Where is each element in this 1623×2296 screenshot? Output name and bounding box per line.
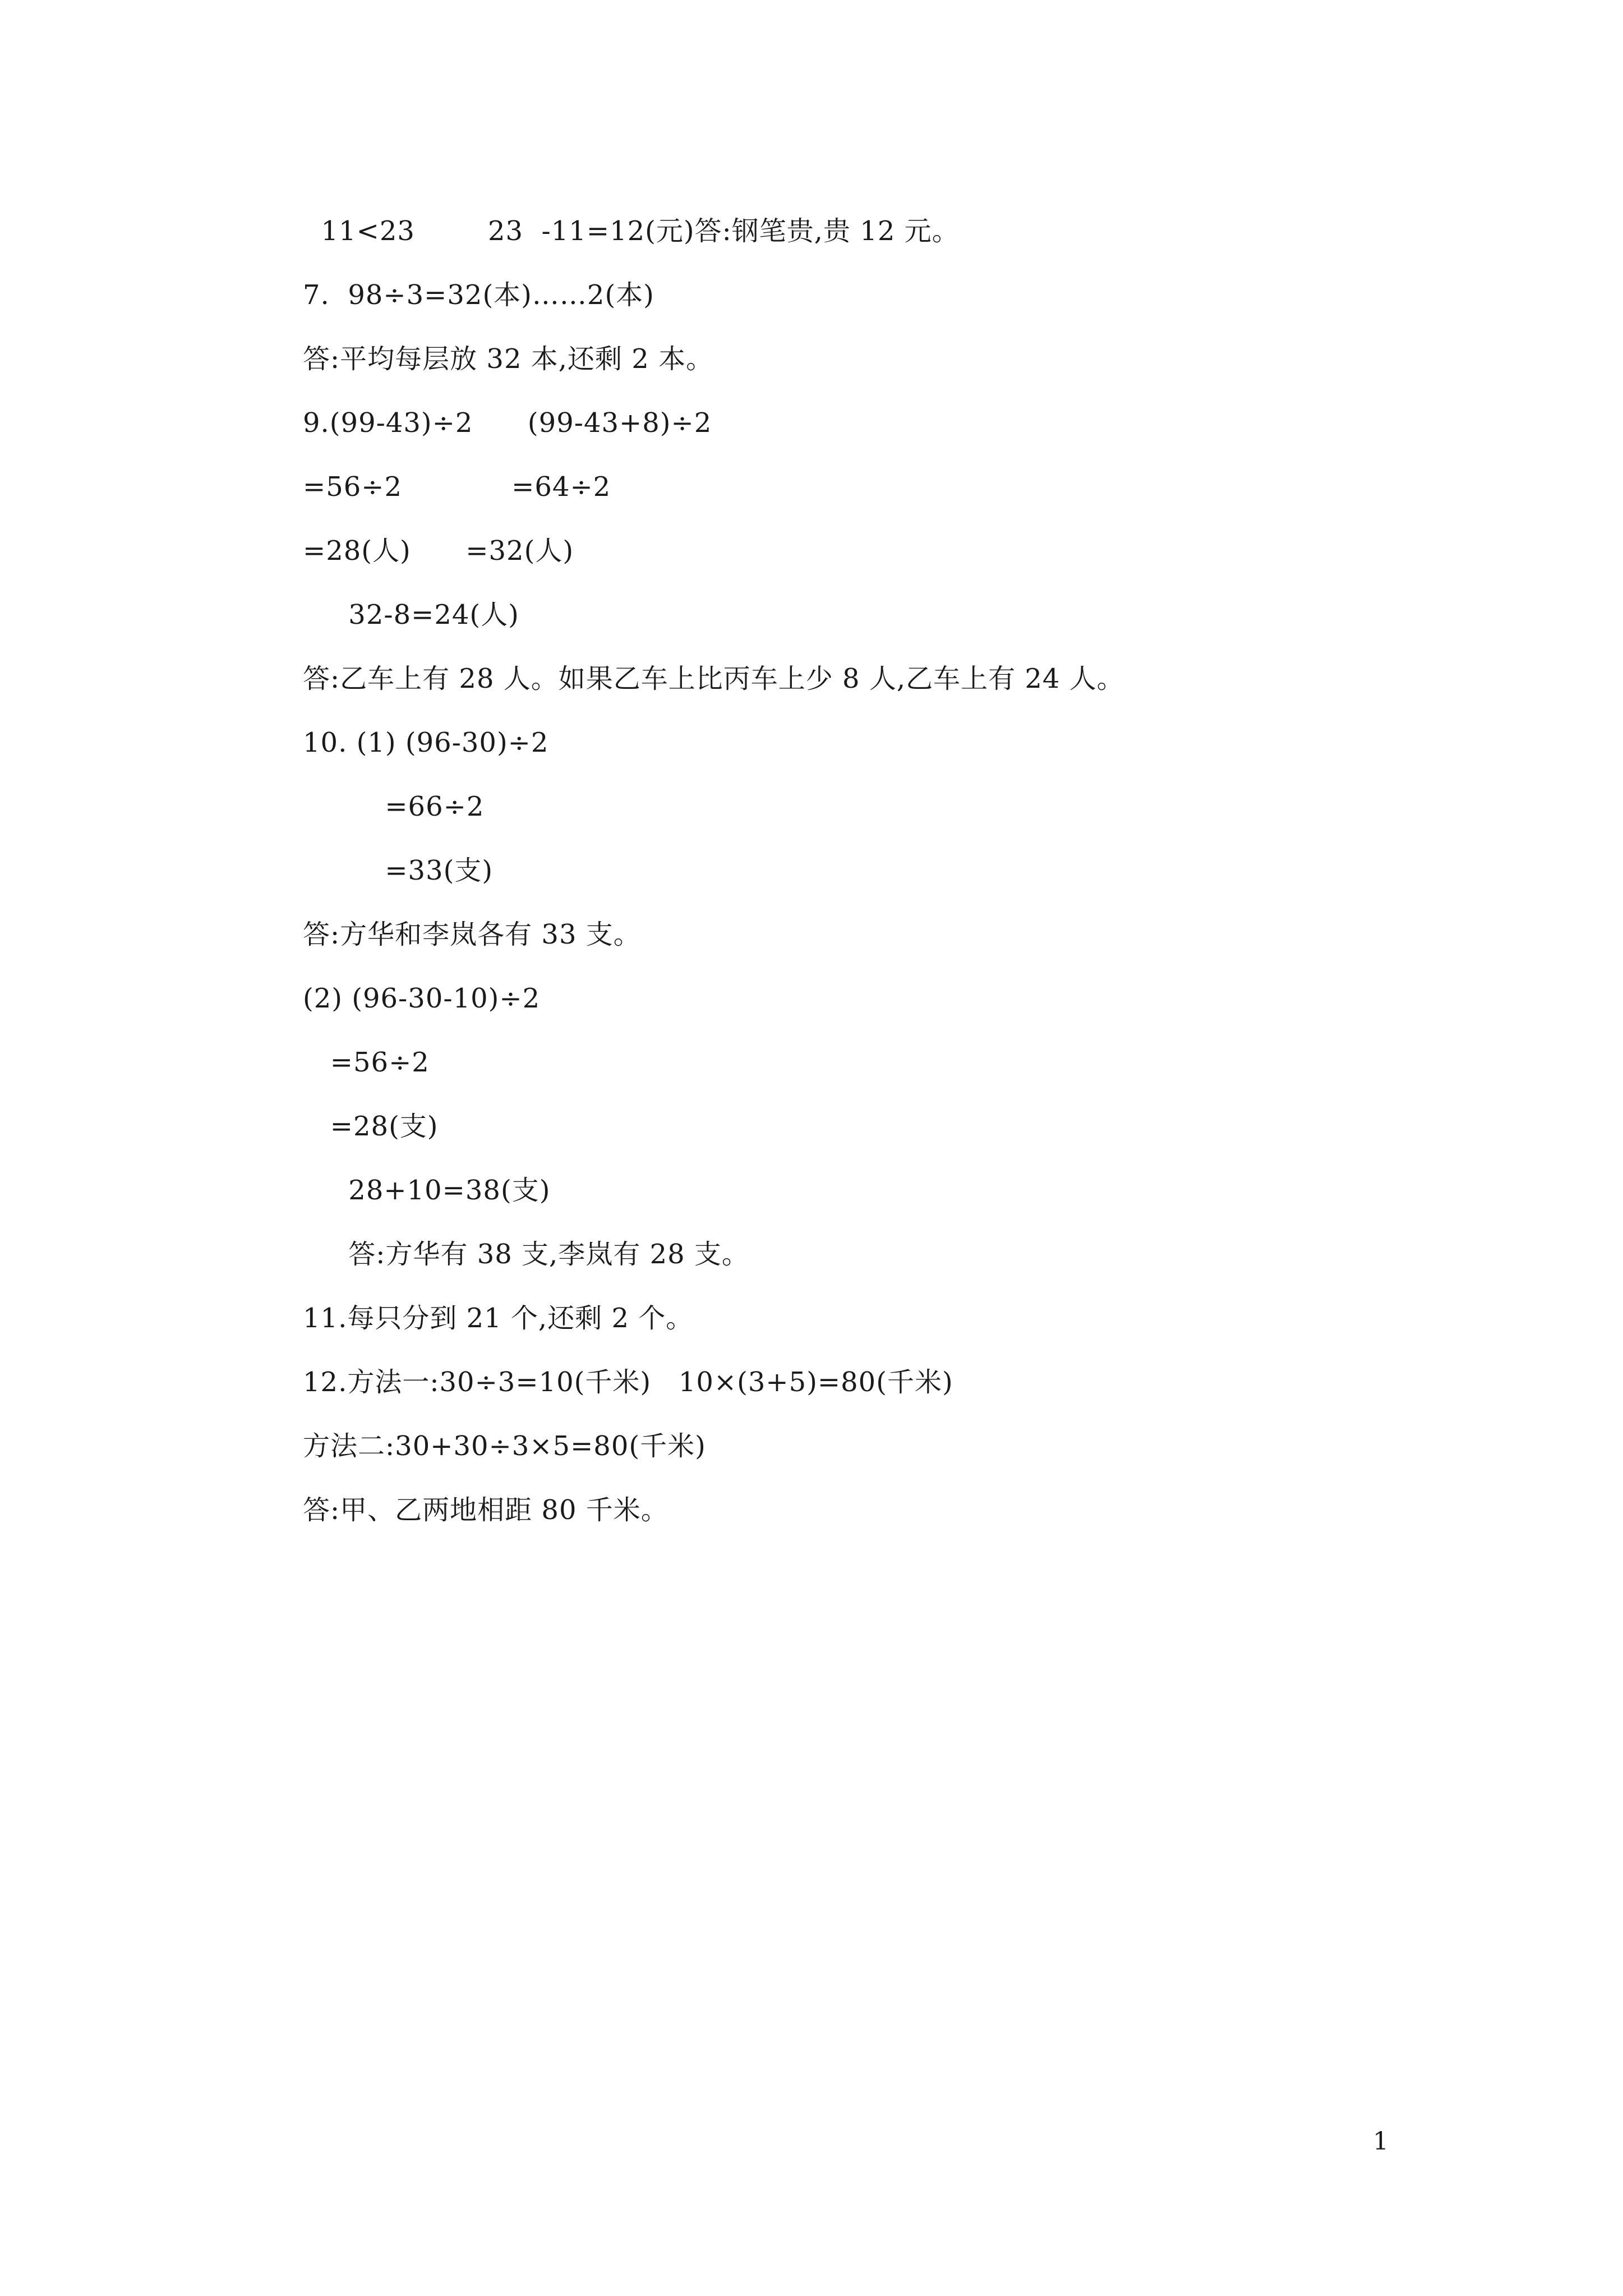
page-number: 1 (1373, 2127, 1389, 2156)
answer-line-10-1-answer: 答:方华和李岚各有 33 支。 (303, 919, 641, 950)
answer-line-10-1-expression: 10. (1) (96-30)÷2 (303, 727, 549, 758)
answer-line-7-answer: 答:平均每层放 32 本,还剩 2 本。 (303, 343, 714, 375)
answer-line-10-2-expression: (2) (96-30-10)÷2 (303, 983, 541, 1014)
answer-line-9-step-3: 32-8=24(人) (303, 599, 519, 631)
answer-line-10-2-step-1: =56÷2 (303, 1047, 430, 1078)
answer-line-9-answer: 答:乙车上有 28 人。如果乙车上比丙车上少 8 人,乙车上有 24 人。 (303, 663, 1124, 694)
answer-line-6-comparison: 11<23 23 -11=12(元)答:钢笔贵,贵 12 元。 (303, 215, 960, 247)
answer-line-9-step-1: =56÷2 =64÷2 (303, 471, 611, 503)
answer-line-12-method-2: 方法二:30+30÷3×5=80(千米) (303, 1430, 706, 1462)
answer-line-9-expressions: 9.(99-43)÷2 (99-43+8)÷2 (303, 407, 712, 439)
answer-line-10-2-step-2: =28(支) (303, 1111, 439, 1142)
answer-line-9-step-2: =28(人) =32(人) (303, 535, 574, 567)
answer-line-10-2-step-3: 28+10=38(支) (303, 1175, 551, 1206)
answer-line-10-1-step-2: =33(支) (303, 855, 494, 886)
answer-line-10-2-answer: 答:方华有 38 支,李岚有 28 支。 (303, 1239, 749, 1270)
answer-line-12-answer: 答:甲、乙两地相距 80 千米。 (303, 1494, 668, 1526)
answer-line-7-calculation: 7. 98÷3=32(本)……2(本) (303, 279, 654, 311)
answer-line-10-1-step-1: =66÷2 (303, 791, 485, 822)
answer-line-12-method-1: 12.方法一:30÷3=10(千米) 10×(3+5)=80(千米) (303, 1366, 953, 1398)
answer-line-11: 11.每只分到 21 个,还剩 2 个。 (303, 1303, 694, 1334)
